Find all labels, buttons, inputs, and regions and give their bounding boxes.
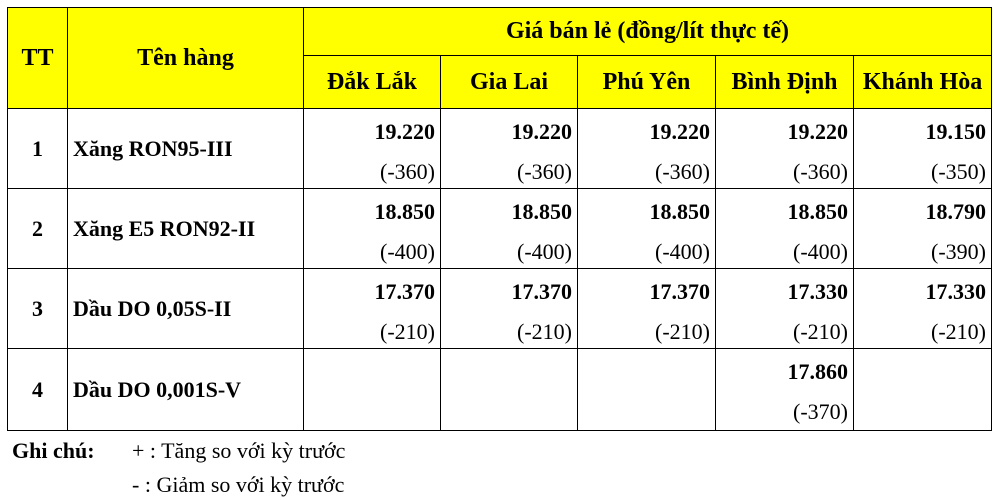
price-value: 17.370 [374,279,435,304]
row-number: 2 [8,189,68,269]
price-value: 19.220 [374,119,435,144]
price-value: 19.220 [649,119,710,144]
price-change: (-400) [517,239,572,264]
table-row [8,189,992,269]
header-region-khanh-hoa: Khánh Hòa [854,56,992,109]
price-value: 19.220 [787,119,848,144]
price-value: 17.370 [649,279,710,304]
price-cell [304,349,441,431]
price-cell [854,189,992,269]
price-cell [578,349,716,431]
fuel-price-table [7,7,992,431]
price-change: (-400) [793,239,848,264]
table-row [8,109,992,189]
price-cell [716,349,854,431]
table-row [8,349,992,431]
product-name: Xăng RON95-III [68,109,304,189]
price-change: (-350) [931,159,987,184]
price-value: 17.330 [787,279,848,304]
price-cell [854,109,992,189]
note-decrease: - : Giảm so với kỳ trước [132,472,345,497]
header-region-dak-lak: Đắk Lắk [304,56,441,109]
price-cell [854,269,992,349]
price-cell [578,269,716,349]
price-value: 18.850 [787,199,848,224]
product-name: Dầu DO 0,05S-II [68,269,304,349]
price-cell [441,349,578,431]
price-value: 19.220 [511,119,572,144]
header-tt: TT [8,8,68,109]
product-name: Xăng E5 RON92-II [68,189,304,269]
header-product-name: Tên hàng [68,8,304,109]
header-region-phu-yen: Phú Yên [578,56,716,109]
price-cell [441,109,578,189]
product-name: Dầu DO 0,001S-V [68,349,304,431]
notes-label: Ghi chú: [12,438,95,463]
header-region-binh-dinh: Bình Định [716,56,854,109]
price-cell [578,109,716,189]
price-value: 18.850 [511,199,572,224]
price-value: 17.330 [925,279,987,304]
price-change: (-210) [655,319,710,344]
price-change: (-210) [517,319,572,344]
price-change: (-210) [931,319,987,344]
price-cell [854,349,992,431]
price-cell [716,189,854,269]
price-value: 18.790 [925,199,987,224]
price-cell [716,109,854,189]
price-cell [578,189,716,269]
price-change: (-360) [380,159,435,184]
price-value: 17.860 [787,359,848,384]
price-change: (-360) [793,159,848,184]
price-cell [304,109,441,189]
header-retail-price-group: Giá bán lẻ (đồng/lít thực tế) [304,8,992,56]
price-change: (-360) [517,159,572,184]
price-cell [441,269,578,349]
price-value: 19.150 [925,119,987,144]
price-cell [304,269,441,349]
price-cell [716,269,854,349]
price-value: 18.850 [374,199,435,224]
row-number: 4 [8,349,68,431]
price-change: (-390) [931,239,987,264]
note-increase: + : Tăng so với kỳ trước [132,438,346,463]
price-cell [304,189,441,269]
row-number: 1 [8,109,68,189]
price-change: (-370) [793,399,848,424]
row-number: 3 [8,269,68,349]
table-row [8,269,992,349]
price-change: (-400) [380,239,435,264]
header-region-gia-lai: Gia Lai [441,56,578,109]
price-change: (-360) [655,159,710,184]
price-value: 17.370 [511,279,572,304]
price-cell [441,189,578,269]
price-change: (-210) [380,319,435,344]
price-change: (-400) [655,239,710,264]
price-change: (-210) [793,319,848,344]
price-value: 18.850 [649,199,710,224]
